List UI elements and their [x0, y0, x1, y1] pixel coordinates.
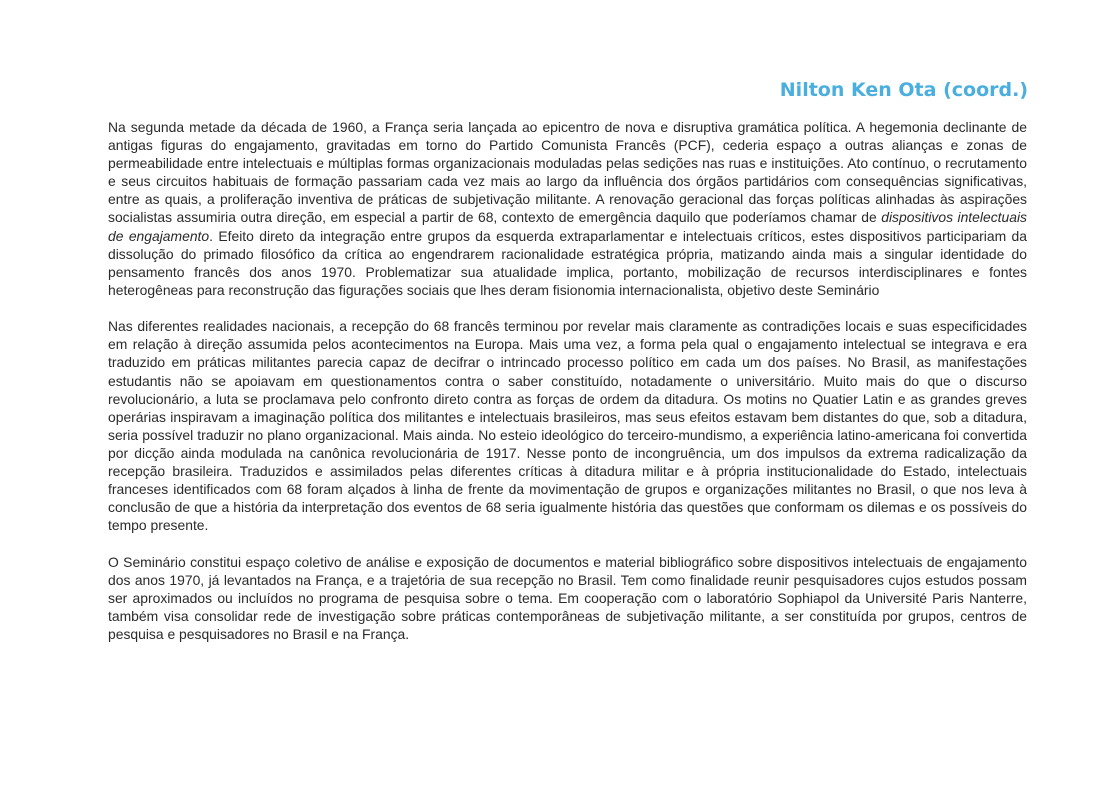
paragraph-intro-emphasis: dispositivos intelectuais de engajamento: [108, 209, 1027, 244]
document-body: [108, 118, 1027, 661]
author-credit: Nilton Ken Ota (coord.): [779, 79, 1028, 101]
paragraph-intro-text-before: Na segunda metade da década de 1960, a França seria lançada ao epicentro de nova e disruptiva gramática política. A hegemonia declinante de antigas figuras do engajamento, gravitadas em torno do Partido Comunista Francês (PCF), cederia espaço a outras alianças e zonas de permeabilidade entre intelectuais e múltiplas formas organizacionais moduladas pelas sedições nas ruas e instituições. Ato contínuo, o recrutamento e seus circuitos habituais de formação passariam cada vez mais ao largo da influência dos órgãos partidários com consequências significativas, entre as quais, a proliferação inventiva de práticas de subjetivação militante. A renovação geracional das forças políticas alinhadas às aspirações socialistas assumiria outra direção, em especial a partir de 68, contexto de emergência daquilo que poderíamos chamar de: [108, 119, 1027, 226]
paragraph-intro-text-after: . Efeito direto da integração entre grupos da esquerda extraparlamentar e intelectuais críticos, estes dispositivos participariam da dissolução do primado filosófico da crítica ao engendrarem racionalidade estratégica própria, matizando ainda mais a singular identidade do pensamento francês dos anos 1970. Problematizar sua atualidade implica, portanto, mobilização de recursos interdisciplinares e fontes heterogêneas para reconstrução das figurações sociais que lhes deram fisionomia internacionalista, objetivo deste Seminário: [108, 227, 1027, 298]
paragraph-seminar: O Seminário constitui espaço coletivo de análise e exposição de documentos e material bibliográfico sobre dispositivos intelectuais de engajamento dos anos 1970, já levantados na França, e a trajetória de sua recepção no Brasil. Tem como finalidade reunir pesquisadores cujos estudos possam ser aproximados ou incluídos no programa de pesquisa sobre o tema. Em cooperação com o laboratório Sophiapol da Université Paris Nanterre, também visa consolidar rede de investigação sobre práticas contemporâneas de subjetivação militante, a ser constituída por grupos, centros de pesquisa e pesquisadores no Brasil e na França.: [108, 553, 1027, 643]
paragraph-intro: [108, 118, 1027, 299]
paragraph-reception: Nas diferentes realidades nacionais, a recepção do 68 francês terminou por revelar mais claramente as contradições locais e suas especificidades em relação à direção assumida pelos acontecimentos na Europa. Mais uma vez, a forma pela qual o engajamento intelectual se integrava e era traduzido em práticas militantes parecia capaz de decifrar o intrincado processo político em cada um dos países. No Brasil, as manifestações estudantis não se apoiavam em questionamentos contra o saber constituído, notadamente o universitário. Muito mais do que o discurso revolucionário, a luta se proclamava pelo confronto direto contra as forças de ordem da ditadura. Os motins no Quatier Latin e as grandes greves operárias inspiravam a imaginação política dos militantes e intelectuais brasileiros, mas seus efeitos estavam bem distantes do que, sob a ditadura, seria possível traduzir no plano organizacional. Mais ainda. No esteio ideológico do terceiro-mundismo, a experiência latino-americana foi convertida por dicção ainda modulada na canônica revolucionária de 1917. Nesse ponto de incongruência, um dos impulsos da extrema radicalização da recepção brasileira. Traduzidos e assimilados pelas diferentes críticas à ditadura militar e à própria institucionalidade do Estado, intelectuais franceses identificados com 68 foram alçados à linha de frente da movimentação de grupos e organizações militantes no Brasil, o que nos leva à conclusão de que a história da interpretação dos eventos de 68 seria igualmente história das questões que conformam os dilemas e os possíveis do tempo presente.: [108, 318, 1027, 534]
